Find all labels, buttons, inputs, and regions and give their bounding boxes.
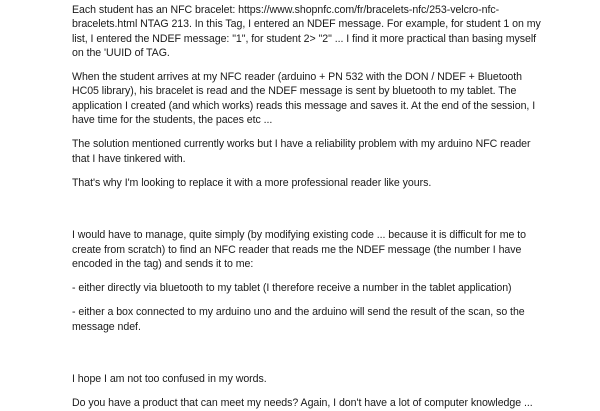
text-line: I would have to manage, quite simply (by modifying existing code ... because it is difficult for me to [72,229,526,242]
paragraph-option-arduino [72,305,532,334]
paragraph-nfc-bracelet [72,3,541,60]
text-line: - either directly via bluetooth to my tablet (I therefore receive a number in the tablet application) [72,282,512,295]
text-line: create from scratch) to find an NFC reader that reads me the NDEF message (the number I have [72,243,522,256]
document-page [72,3,541,411]
paragraph-closing-remark [72,372,532,386]
text-line: application I created (and which works) reads this message and saves it. At the end of the session, I [72,99,536,112]
text-line: The solution mentioned currently works but I have a reliability problem with my arduino NFC reader [72,138,531,151]
text-line: list, I entered the NDEF message: "1", for student 2> "2" ... I find it more practical than basing myself [72,32,537,45]
paragraph-reader-workflow [72,70,536,127]
text-line: that I have tinkered with. [72,152,186,165]
text-line: HC05 library), his bracelet is read and the NDEF message is sent by bluetooth to my tablet. The [72,85,517,98]
text-line: encoded in the tag) and sends it to me: [72,257,254,270]
text-line: Each student has an NFC bracelet: https://www.shopnfc.com/fr/bracelets-nfc/253-velcro-nfc- [72,4,500,16]
text-line: - either a box connected to my arduino uno and the arduino will send the result of the scan, so the [72,306,525,319]
text-line: on the 'UUID of TAG. [72,46,170,59]
text-line: bracelets.html NTAG 213. In this Tag, I entered an NDEF message. For example, for student 1 on my [72,18,541,31]
text-line: have time for the students, the paces etc ... [72,114,273,127]
paragraph-replacement [72,176,532,190]
paragraph-reliability-problem [72,137,532,166]
paragraph-option-bluetooth [72,281,532,295]
text-line: I hope I am not too confused in my words. [72,373,267,386]
text-line: message ndef. [72,320,141,333]
text-line: That's why I'm looking to replace it with a more professional reader like yours. [72,176,432,189]
text-line: Do you have a product that can meet my needs? Again, I don't have a lot of computer knowledge ... [72,397,533,410]
paragraph-question [72,396,532,410]
paragraph-requirements [72,228,532,271]
text-line: When the student arrives at my NFC reader (arduino + PN 532 with the DON / NDEF + Bluetooth [72,71,523,84]
